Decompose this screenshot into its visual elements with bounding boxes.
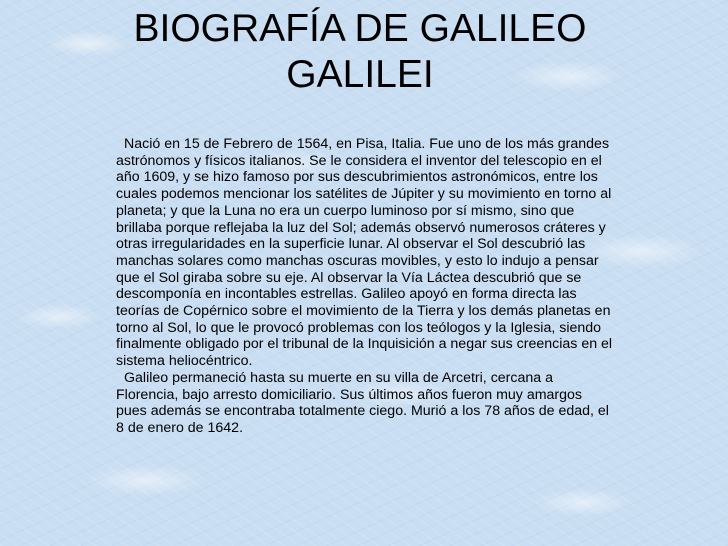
- slide-title: [60, 6, 660, 98]
- body-paragraph-2: [116, 370, 616, 437]
- slide-title-line-2: GALILEI: [286, 53, 434, 96]
- body-paragraph-1: [116, 136, 616, 370]
- body-paragraph-2-text: Galileo permaneció hasta su muerte en su villa de Arcetri, cercana a Florencia, bajo arresto domiciliario. Sus últimos años fueron muy amargos pues además se encontraba totalmente ciego. Murió a los 78 años de edad, el 8 de enero de 1642.: [116, 369, 609, 436]
- slide-title-line-1: BIOGRAFÍA DE GALILEO: [133, 7, 587, 50]
- body-paragraph-1-text: Nació en 15 de Febrero de 1564, en Pisa, Italia. Fue uno de los más grandes astrónomos y físicos italianos. Se le considera el inventor del telescopio en el año 1609, y se hizo famoso por sus descubrimientos astronómicos, entre los cuales podemos mencionar los satélites de Júpiter y su movimiento en torno al planeta; y que la Luna no era un cuerpo luminoso por sí mismo, sino que brillaba porque reflejaba la luz del Sol; además observó numerosos cráteres y otras irregularidades en la superficie lunar. Al observar el Sol descubrió las manchas solares como manchas oscuras movibles, y esto lo indujo a pensar que el Sol giraba sobre su eje. Al observar la Vía Láctea descubrió que se descomponía en incontables estrellas. Galileo apoyó en forma directa las teorías de Copérnico sobre el movimiento de la Tierra y los demás planetas en torno al Sol, lo que le provocó problemas con los teólogos y la Iglesia, siendo finalmente obligado por el tribunal de la Inquisición a negar sus creencias en el sistema heliocéntrico.: [116, 136, 613, 370]
- slide-body: [116, 136, 616, 437]
